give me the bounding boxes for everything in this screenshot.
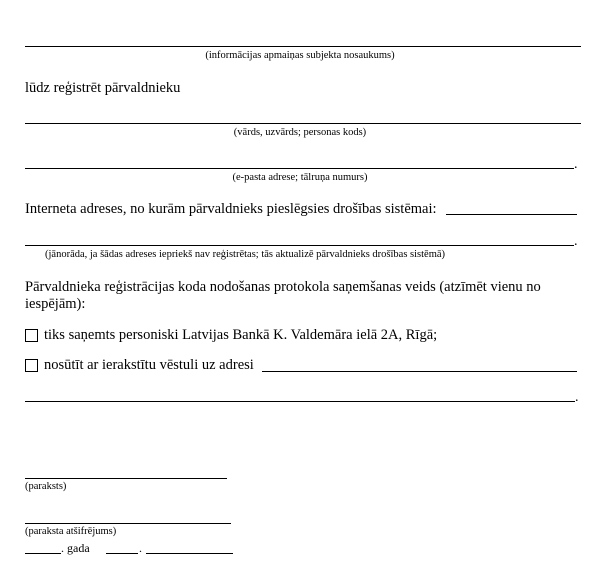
date-day-number-line[interactable]	[106, 553, 138, 554]
option-mail-label: nosūtīt ar ierakstītu vēstuli uz adresi	[44, 357, 254, 373]
ip-line-period: .	[574, 234, 578, 249]
contact-line-period: .	[574, 157, 578, 172]
date-gada-text: . gada	[61, 541, 90, 555]
manager-name-line[interactable]	[25, 123, 581, 124]
contact-caption: (e-pasta adrese; tālruņa numurs)	[232, 172, 368, 183]
contact-line[interactable]	[25, 168, 574, 169]
ip-addresses-caption: (jānorāda, ja šādas adreses iepriekš nav reģistrētas; tās aktualizē pārvaldnieks drošības sistēmā)	[45, 249, 446, 260]
date-period: .	[139, 541, 142, 555]
request-text: lūdz reģistrēt pārvaldnieku	[25, 80, 181, 96]
ip-addresses-label: Interneta adreses, no kurām pārvaldnieks pieslēgsies drošības sistēmai:	[25, 201, 437, 217]
mail-address-line[interactable]	[25, 401, 575, 402]
manager-name-caption: (vārds, uzvārds; personas kods)	[233, 127, 367, 138]
ip-addresses-inline-line[interactable]	[446, 214, 577, 215]
signature-decoding-line[interactable]	[25, 523, 231, 524]
subject-name-line[interactable]	[25, 46, 581, 47]
mail-line-period: .	[575, 390, 579, 405]
option-personal-label: tiks saņemts personiski Latvijas Bankā K. Valdemāra ielā 2A, Rīgā;	[44, 327, 438, 343]
signature-line[interactable]	[25, 478, 227, 479]
signature-decoding-caption: (paraksta atšifrējums)	[25, 526, 117, 537]
subject-name-caption: (informācijas apmaiņas subjekta nosaukums)	[205, 50, 395, 61]
ip-addresses-line[interactable]	[25, 245, 574, 246]
option-personal-checkbox[interactable]	[25, 329, 38, 342]
date-month-line[interactable]	[146, 553, 233, 554]
signature-caption: (paraksts)	[25, 481, 67, 492]
mail-address-inline-line[interactable]	[262, 371, 577, 372]
date-day-line[interactable]	[25, 553, 61, 554]
delivery-method-question: Pārvaldnieka reģistrācijas koda nodošanas protokola saņemšanas veids (atzīmēt vienu no iespējām):	[25, 279, 541, 312]
option-mail-checkbox[interactable]	[25, 359, 38, 372]
